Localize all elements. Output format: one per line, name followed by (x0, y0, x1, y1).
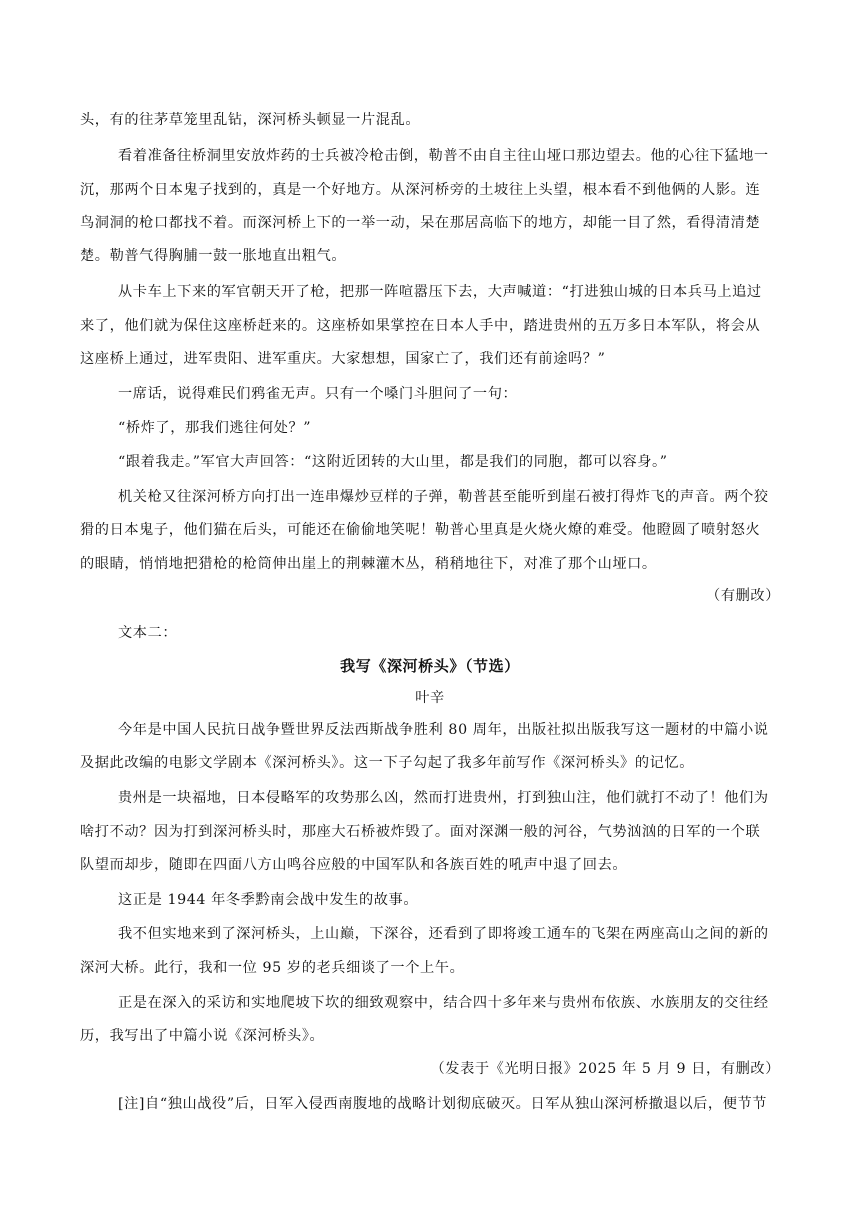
text2-line-8: 深河大桥。此行，我和一位 95 岁的老兵细谈了一个上午。 (80, 960, 465, 976)
text2-line-1: 今年是中国人民抗日战争暨世界反法西斯战争胜利 80 周年，出版社拟出版我写这一题材的中篇小说 (118, 722, 769, 738)
text2-label: 文本二： (118, 625, 178, 641)
text2-source: （发表于《光明日报》2025 年 5 月 9 日，有删改） (430, 1061, 780, 1077)
text2-author: 叶辛 (415, 690, 445, 706)
text1-line-5: 楚。勒普气得胸脯一鼓一胀地直出粗气。 (80, 248, 347, 264)
text1-line-4: 鸟洞洞的枪口都找不着。而深河桥上下的一举一动，呆在那居高临下的地方，却能一目了然，看得清清楚 (80, 215, 761, 231)
text1-note: （有删改） (706, 588, 780, 604)
text1-line-11: “跟着我走。”军官大声回答：“这附近团转的大山里，都是我们的同胞，都可以容身。” (118, 454, 668, 470)
text2-line-6: 这正是 1944 年冬季黔南会战中发生的故事。 (118, 892, 419, 908)
text2-line-9: 正是在深入的采访和实地爬坡下坎的细致观察中，结合四十多年来与贵州布依族、水族朋友的交往经 (118, 995, 769, 1011)
text1-line-12: 机关枪又往深河桥方向打出一连串爆炒豆样的子弹，勒普甚至能听到崖石被打得炸飞的声音。两个狡 (118, 489, 769, 505)
text1-line-3: 沉，那两个日本鬼子找到的，真是一个好地方。从深河桥旁的土坡往上头望，根本看不到他俩的人影。连 (80, 182, 761, 198)
text2-line-3: 贵州是一块福地，日本侵略军的攻势那么凶，然而打进贵州，打到独山注，他们就打不动了！他们为 (118, 790, 769, 806)
text2-title: 我写《深河桥头》（节选） (340, 657, 520, 675)
text2-line-5: 队望而却步，随即在四面八方山鸣谷应般的中国军队和各族百姓的吼声中退了回去。 (80, 857, 628, 873)
text1-line-10: “桥炸了，那我们逃往何处？” (118, 420, 312, 436)
text1-line-8: 这座桥上通过，进军贵阳、进军重庆。大家想想，国家亡了，我们还有前途吗？” (80, 351, 606, 367)
text1-line-13: 猾的日本鬼子，他们猫在后头，可能还在偷偷地笑呢！勒普心里真是火烧火燎的难受。他瞪圆了喷射怒火 (80, 522, 761, 538)
text2-line-4: 啥打不动？因为打到深河桥头时，那座大石桥被炸毁了。面对深渊一般的河谷，气势汹汹的日军的一个联 (80, 824, 761, 840)
text1-line-1: 头，有的往茅草笼里乱钻，深河桥头顿显一片混乱。 (80, 112, 421, 128)
footnote: [注]自“独山战役”后，日军入侵西南腹地的战略计划彻底破灭。日军从独山深河桥撤退以后，便节节 (118, 1096, 768, 1112)
text1-line-14: 的眼睛，悄悄地把猎枪的枪筒伸出崖上的荆棘灌木丛，稍稍地往下，对准了那个山垭口。 (80, 556, 657, 572)
text1-line-6: 从卡车上下来的军官朝天开了枪，把那一阵喧嚣压下去，大声喊道：“打进独山城的日本兵马上追过 (118, 284, 762, 300)
text2-line-2: 及据此改编的电影文学剧本《深河桥头》。这一下子勾起了我多年前写作《深河桥头》的记忆。 (80, 755, 694, 771)
text2-line-10: 历，我写出了中篇小说《深河桥头》。 (80, 1028, 325, 1044)
text2-line-7: 我不但实地来到了深河桥头，上山巅，下深谷，还看到了即将竣工通车的飞架在两座高山之间的新的 (118, 926, 769, 942)
text1-line-9: 一席话，说得难民们鸦雀无声。只有一个嗓门斗胆问了一句： (118, 386, 518, 402)
text1-line-7: 来了，他们就为保住这座桥赶来的。这座桥如果掌控在日本人手中，踏进贵州的五万多日本军队，将会从 (80, 318, 761, 334)
text1-line-2: 看着准备往桥洞里安放炸药的士兵被冷枪击倒，勒普不由自主往山垭口那边望去。他的心往下猛地一 (118, 148, 769, 164)
